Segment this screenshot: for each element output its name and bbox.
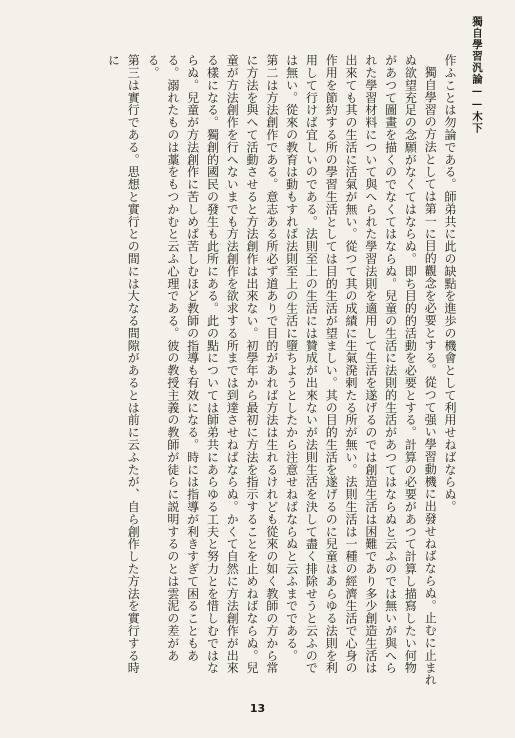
paragraph: 獨自學習の方法としては第一に目的觀念を必要とする。從つて强い學習動機に出發せねばならぬ。止むに止まれぬ欲望充足の念願がなくてはならぬ。即ち目的的活動を必要とする。計算の必要があつて計算し描寫したい何物があつて圖畫を描くのでなくてはならぬ。兒童の生活に法則的生活があつてはならぬと云ふのでは無いが與へられた學習材料について與へられた學習法則を適用して生活を遂げるのでは創造生活は困難であり多少創造生活は出來ても其の生活に活氣が無い。從つて其の成績に生氣溌剌たる所が無い。法則生活は一種の經濟生活で心身の作用を節約する所の學習生活としては目的生活が望ましい。其の目的生活を遂げるのに兒童はあらゆる法則を利用して行けば宜しいのである。法則至上の生活には贊成が出來ないが法則生活を決して盡く排除せうと云ふのでは無い。從來の教育は動もすれば法則至上の生活に墮ちようとしたから注意せねばならぬと云ふまでである。 [284,54,438,686]
paragraph: 作ふことは勿論である。師弟共に此の缺點を進歩の機會として利用せねばならぬ。 [443,54,457,513]
page-number: 13 [249,702,266,715]
paragraph: 第三は實行である。思想と實行との間には大なる間隙があるとは前に云ふたが、自ら創作した方法を實行する時に [106,54,141,674]
paragraph: 第二は方法創作である。意志ある所必ず道ありで目的があれば方法は生れるけれども從來の如く教師の方から常に方法を與へて活動させると方法創作は出來ない。初學年から最初に方法を指示することを止めねばならぬ。兒童が方法創作を行へないまでも方法創作を欲求する所までは到達させねばならぬ。かくて自然に方法創作が出來る樣になる。獨創的國民の發生も此所にある。此の點については師弟共にあらゆる工夫と努力とを惜しむではならぬ。兒童が方法創作に苦しめば苦しむほど教師の指導も有效になる。時には指導が利きすぎて困ることもある。溺れたものは藁をもつかむと云ふ心理である。彼の教授主義の教師が徒らに説明するのとは雲泥の差がある。 [146,54,279,674]
body-text [24,54,459,686]
running-header: 獨自學習汎論——木下 [471,16,483,134]
